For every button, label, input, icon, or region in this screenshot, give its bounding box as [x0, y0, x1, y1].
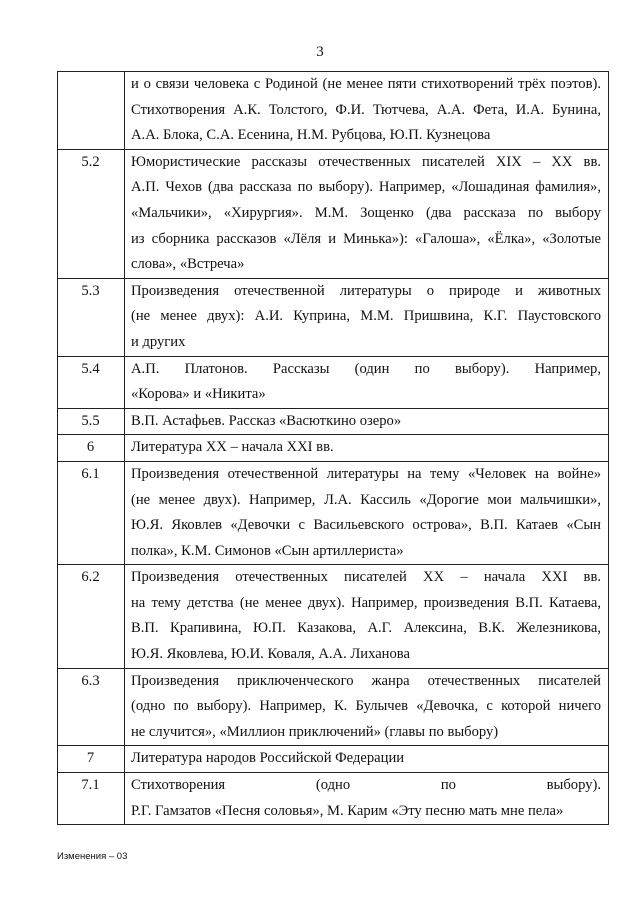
content-line: Произведения отечественной литературы на тему «Человек на войне» — [131, 465, 601, 482]
content-line: Литература XX – начала XXI вв. — [131, 439, 334, 456]
row-content — [125, 668, 609, 746]
content-line: Стихотворения (одно по выбору). — [131, 777, 601, 794]
table-row — [58, 408, 609, 435]
content-line: из сборника рассказов «Лёля и Минька»): «Галоша», «Ёлка», «Золотые — [131, 230, 601, 247]
row-content — [125, 72, 609, 150]
row-number: 5.5 — [58, 408, 125, 435]
table-row — [58, 278, 609, 356]
table-row — [58, 565, 609, 668]
row-number: 6.2 — [58, 565, 125, 668]
content-line: А.П. Чехов (два рассказа по выбору). Например, «Лошадиная фамилия», — [131, 179, 601, 196]
content-line: полка», К.М. Симонов «Сын артиллериста» — [131, 542, 404, 559]
content-line: Р.Г. Гамзатов «Песня соловья», М. Карим «Эту песню мать мне пела» — [131, 802, 564, 819]
content-line: и о связи человека с Родиной (не менее пяти стихотворений трёх поэтов). — [131, 76, 601, 92]
curriculum-table — [57, 71, 609, 825]
row-number: 7.1 — [58, 773, 125, 825]
content-line: (одно по выбору). Например, К. Булычев «Девочка, с которой ничего — [131, 698, 601, 715]
row-content — [125, 773, 609, 825]
content-line: на тему детства (не менее двух). Например, произведения В.П. Катаева, — [131, 594, 601, 611]
content-line: А.П. Платонов. Рассказы (один по выбору). Например, — [131, 360, 601, 377]
row-number — [58, 72, 125, 150]
row-number: 6.3 — [58, 668, 125, 746]
row-content — [125, 356, 609, 408]
row-content — [125, 278, 609, 356]
content-line: (не менее двух). Например, Л.А. Кассиль «Дорогие мои мальчишки», — [131, 491, 601, 508]
content-line: Ю.Я. Яковлев «Девочки с Васильевского острова», В.П. Катаев «Сын — [131, 517, 601, 534]
content-line: В.П. Крапивина, Ю.П. Казакова, А.Г. Алексина, В.К. Железникова, — [131, 620, 601, 637]
table-row — [58, 435, 609, 462]
footer-revision-note: Изменения – 03 — [57, 851, 128, 862]
table-row — [58, 773, 609, 825]
row-number: 5.2 — [58, 149, 125, 278]
table-row — [58, 746, 609, 773]
content-line: «Корова» и «Никита» — [131, 386, 266, 403]
content-line: Произведения приключенческого жанра отечественных писателей — [131, 672, 601, 689]
row-content — [125, 461, 609, 564]
table-row — [58, 149, 609, 278]
row-number: 7 — [58, 746, 125, 773]
table-row — [58, 461, 609, 564]
content-line: не случится», «Миллион приключений» (главы по выбору) — [131, 723, 499, 740]
row-number: 6.1 — [58, 461, 125, 564]
content-line: Литература народов Российской Федерации — [131, 750, 405, 767]
table-row — [58, 668, 609, 746]
table-body — [58, 72, 609, 825]
row-number: 5.3 — [58, 278, 125, 356]
content-line: (не менее двух): А.И. Куприна, М.М. Пришвина, К.Г. Паустовского — [131, 308, 601, 325]
content-line: Ю.Я. Яковлева, Ю.И. Коваля, А.А. Лиханова — [131, 646, 410, 663]
row-number: 5.4 — [58, 356, 125, 408]
page-number: 3 — [316, 44, 324, 60]
row-content — [125, 746, 609, 773]
content-line: Юмористические рассказы отечественных писателей XIX – XX вв. — [131, 153, 601, 170]
row-content — [125, 408, 609, 435]
content-line: А.А. Блока, С.А. Есенина, Н.М. Рубцова, Ю.П. Кузнецова — [131, 127, 491, 144]
content-line: и других — [131, 333, 186, 350]
content-line: слова», «Встреча» — [131, 256, 245, 273]
table-row — [58, 356, 609, 408]
content-line: Стихотворения А.К. Толстого, Ф.И. Тютчева, А.А. Фета, И.А. Бунина, — [131, 101, 601, 118]
content-line: Произведения отечественной литературы о природе и животных — [131, 282, 601, 299]
row-content — [125, 565, 609, 668]
table-row — [58, 72, 609, 150]
row-content — [125, 149, 609, 278]
content-line: Произведения отечественных писателей XX – начала XXI вв. — [131, 569, 601, 586]
content-line: В.П. Астафьев. Рассказ «Васюткино озеро» — [131, 412, 402, 429]
row-number: 6 — [58, 435, 125, 462]
content-line: «Мальчики», «Хирургия». М.М. Зощенко (два рассказа по выбору — [131, 204, 601, 221]
row-content — [125, 435, 609, 462]
